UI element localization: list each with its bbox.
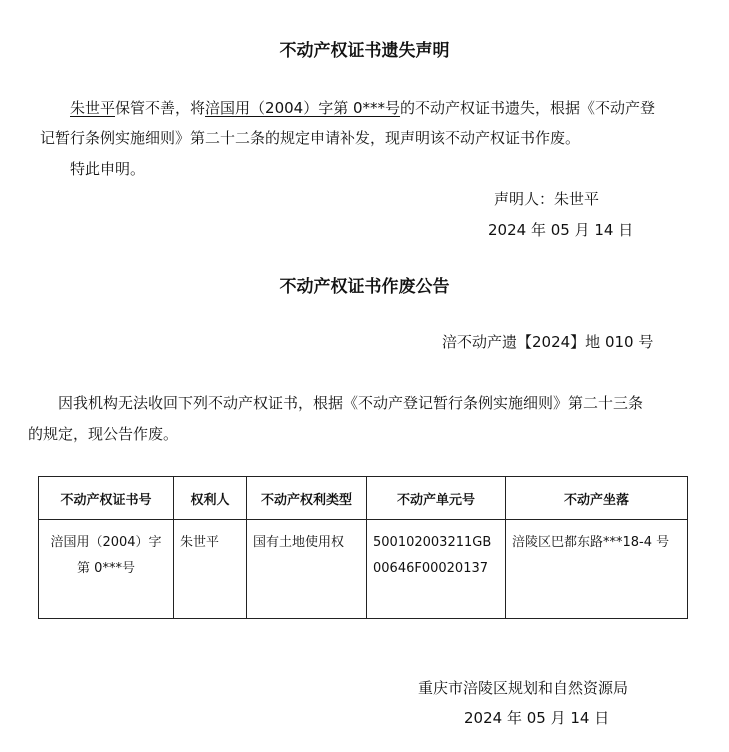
table-header-row [39, 477, 688, 520]
declaration-signer: 声明人：朱世平 [494, 190, 600, 208]
certificate-table [38, 476, 688, 619]
cell-unit-number: 500102003211GB00646F00020137 [367, 520, 506, 619]
table-row [39, 520, 688, 619]
notice-date: 2024 年 05 月 14 日 [464, 709, 610, 727]
declaration-title: 不动产权证书遗失声明 [279, 41, 450, 61]
notice-paragraph-line-2: 的规定，现公告作废。 [28, 425, 179, 443]
header-certificate-number: 不动产权证书号 [39, 477, 174, 520]
notice-document-number: 涪不动产遗【2024】地 010 号 [442, 333, 654, 351]
declaration-text-1: 保管不善，将 [115, 99, 206, 117]
cell-certificate-number: 涪国用（2004）字第 0***号 [39, 520, 174, 619]
holder-name: 朱世平 [70, 99, 116, 117]
cell-right-holder: 朱世平 [174, 520, 247, 619]
declaration-line-2: 记暂行条例实施细则》第二十二条的规定申请补发，现声明该不动产权证书作废。 [40, 129, 581, 147]
cell-right-type: 国有土地使用权 [247, 520, 367, 619]
issuer: 重庆市涪陵区规划和自然资源局 [418, 679, 629, 697]
declaration-closing: 特此申明。 [70, 160, 146, 178]
header-right-holder: 权利人 [174, 477, 247, 520]
declaration-text-2: 的不动产权证书遗失，根据《不动产登 [400, 99, 656, 117]
notice-title: 不动产权证书作废公告 [279, 277, 450, 297]
certificate-number: 涪国用（2004）字第 0***号 [205, 99, 401, 117]
header-right-type: 不动产权利类型 [247, 477, 367, 520]
cell-location: 涪陵区巴都东路***18-4 号 [506, 520, 688, 619]
notice-paragraph-line-1: 因我机构无法收回下列不动产权证书，根据《不动产登记暂行条例实施细则》第二十三条 [58, 394, 644, 412]
header-location: 不动产坐落 [506, 477, 688, 520]
declaration-line-1 [70, 97, 655, 118]
header-unit-number: 不动产单元号 [367, 477, 506, 520]
declaration-date: 2024 年 05 月 14 日 [488, 221, 634, 239]
